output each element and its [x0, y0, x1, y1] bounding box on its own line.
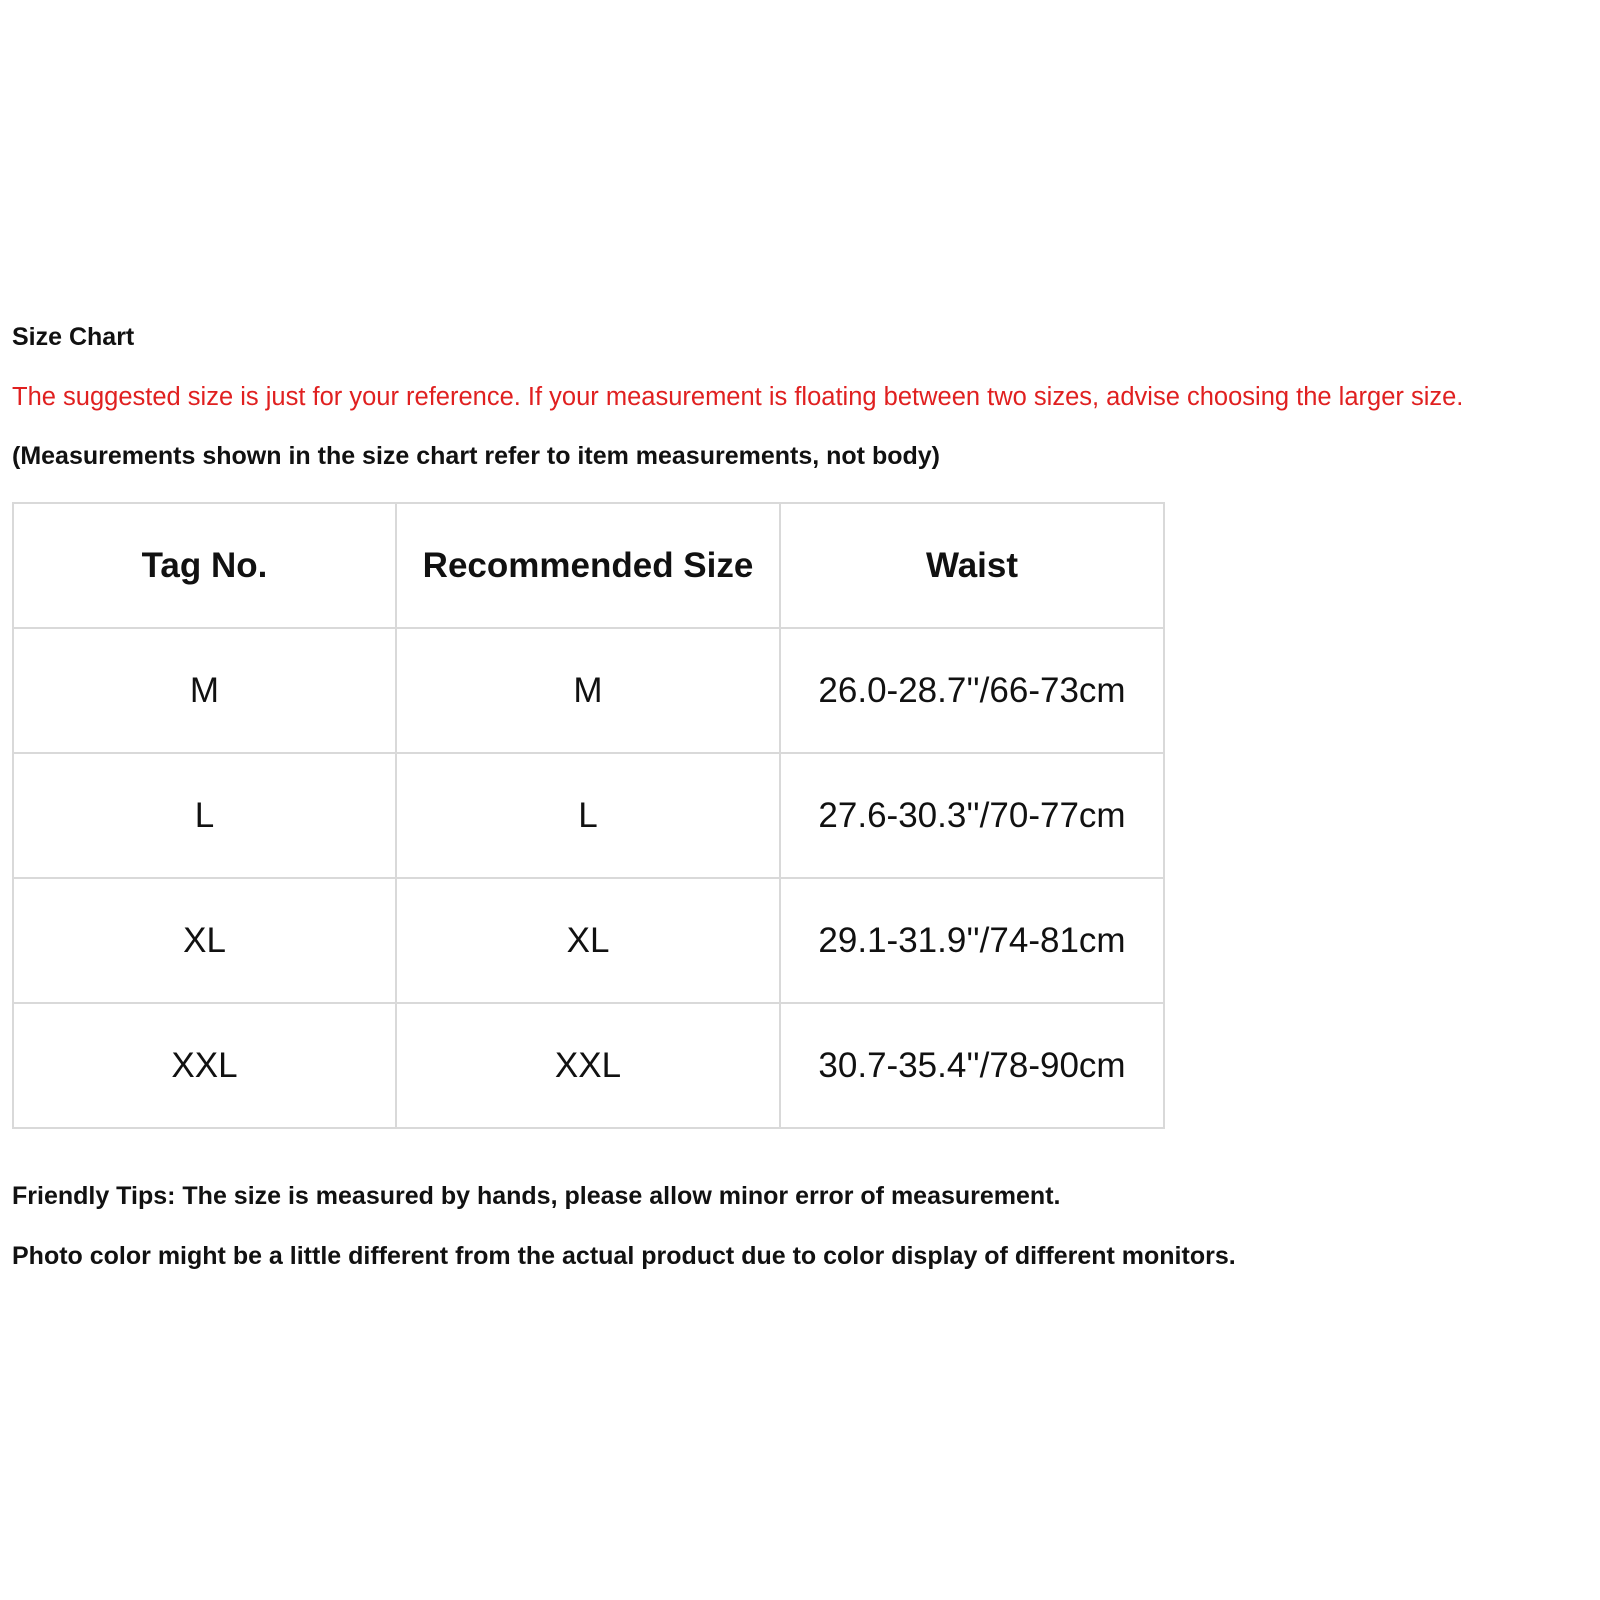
recommended-size-cell: XL — [396, 878, 780, 1003]
recommended-size-cell: L — [396, 753, 780, 878]
size-reference-notice: The suggested size is just for your reference. If your measurement is floating between two sizes, advise choosing the larger size. — [12, 383, 1464, 411]
tag-no-cell: XL — [13, 878, 396, 1003]
header-waist: Waist — [780, 503, 1164, 628]
measurement-note: (Measurements shown in the size chart refer to item measurements, not body) — [12, 442, 940, 470]
waist-cell: 27.6-30.3''/70-77cm — [780, 753, 1164, 878]
tag-no-cell: M — [13, 628, 396, 753]
recommended-size-cell: M — [396, 628, 780, 753]
table-header-row — [13, 503, 1164, 628]
header-tag-no: Tag No. — [13, 503, 396, 628]
friendly-tip: Friendly Tips: The size is measured by hands, please allow minor error of measurement. — [12, 1182, 1061, 1210]
table-row — [13, 1003, 1164, 1128]
size-chart-title: Size Chart — [12, 323, 135, 351]
table-row — [13, 878, 1164, 1003]
waist-cell: 29.1-31.9''/74-81cm — [780, 878, 1164, 1003]
tag-no-cell: L — [13, 753, 396, 878]
photo-color-note: Photo color might be a little different from the actual product due to color display of different monitors. — [12, 1242, 1236, 1270]
tag-no-cell: XXL — [13, 1003, 396, 1128]
recommended-size-cell: XXL — [396, 1003, 780, 1128]
waist-cell: 26.0-28.7''/66-73cm — [780, 628, 1164, 753]
header-recommended-size: Recommended Size — [396, 503, 780, 628]
waist-cell: 30.7-35.4''/78-90cm — [780, 1003, 1164, 1128]
table-row — [13, 753, 1164, 878]
table-row — [13, 628, 1164, 753]
size-chart-table — [12, 502, 1165, 1129]
